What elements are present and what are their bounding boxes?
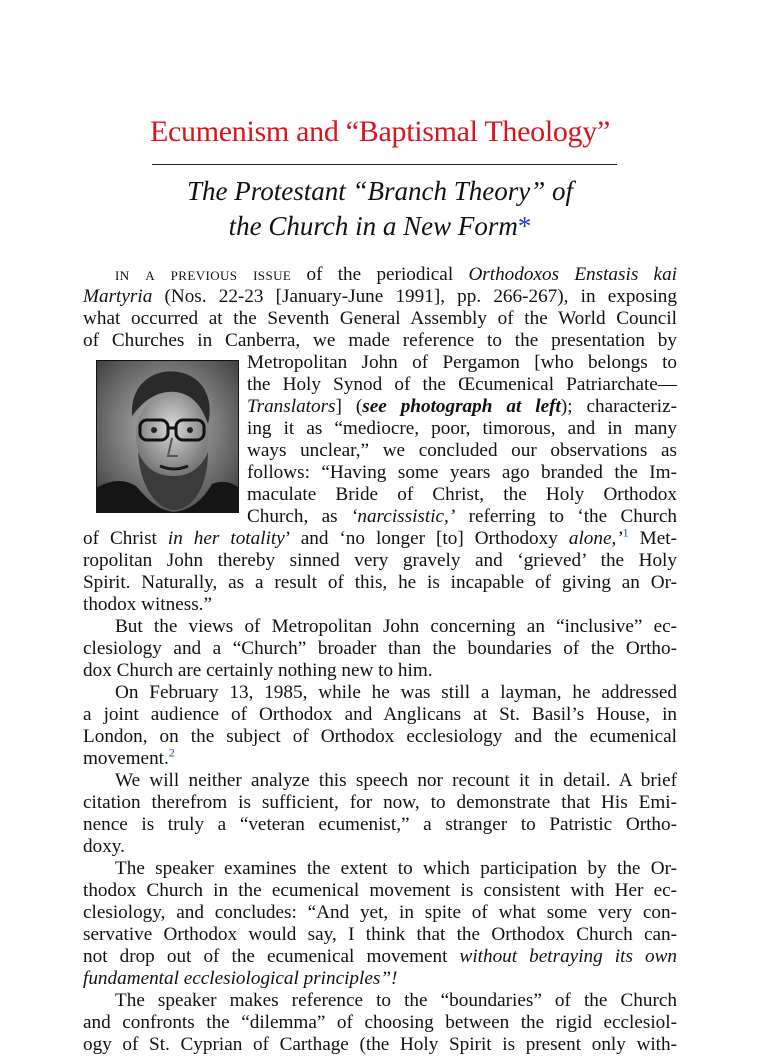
text-line: follows: “Having some years ago branded the Im- [247, 462, 677, 483]
text-line: ropolitan John thereby sinned very gravely and ‘grieved’ the Holy [83, 550, 677, 571]
text-run: Met- [628, 528, 677, 549]
text-run: without betraying its own [459, 946, 677, 967]
subtitle-line-2 [83, 209, 677, 244]
text-run: alone,’ [568, 528, 623, 549]
text-line: The speaker examines the extent to which participation by the Or- [115, 858, 677, 879]
text-line: ways unclear,” we concluded our observations as [247, 440, 677, 461]
text-run: ’ and ‘no longer [to] Orthodoxy [284, 528, 569, 549]
text-run: ); characteriz- [560, 396, 678, 417]
text-line: what occurred at the Seventh General Assembly of the World Council [83, 308, 677, 329]
text-line: Metropolitan John of Pergamon [who belongs to [247, 352, 677, 373]
text-line [83, 968, 677, 990]
text-line: Spirit. Naturally, as a result of this, he is incapable of giving an Or- [83, 572, 677, 593]
article-title: Ecumenism and “Baptismal Theology” [150, 115, 610, 148]
subtitle-line-1: The Protestant “Branch Theory” of [186, 176, 573, 206]
text-line [83, 745, 677, 770]
photo-reference: see photograph at left [362, 396, 561, 417]
subtitle-line-2-text: the Church in a New Form [228, 211, 518, 241]
text-line: doxy. [83, 836, 125, 857]
small-caps-opening: in a previous issue [115, 264, 292, 285]
text-line: clesiology and a “Church” broader than the boundaries of the Ortho- [83, 638, 677, 659]
text-line: thodox witness.” [83, 594, 212, 615]
text-line [83, 286, 677, 308]
text-run: fundamental ecclesiological principles”! [83, 968, 398, 989]
text-line: of Churches in Canberra, we made reference to the presentation by [83, 330, 677, 351]
text-run: of Christ [83, 528, 168, 549]
asterisk-footnote-link[interactable]: * [517, 211, 532, 241]
text-line: nence is truly a “veteran ecumenist,” a stranger to Patristic Ortho- [83, 814, 677, 835]
title-rule [152, 164, 617, 165]
text-line [247, 396, 677, 418]
text-line: ing it as “mediocre, poor, timorous, and in many [247, 418, 677, 439]
text-run: Church, as [247, 506, 351, 527]
text-line: servative Orthodox would say, I think that the Orthodox Church can- [83, 924, 677, 945]
article-subtitle [83, 174, 677, 244]
periodical-title: Orthodoxos Enstasis kai [468, 264, 677, 285]
text-line: a joint audience of Orthodox and Anglicans at St. Basil’s House, in [83, 704, 677, 725]
text-line: ogy of St. Cyprian of Carthage (the Holy Spirit is present only with- [83, 1034, 677, 1055]
text-run: movement. [83, 748, 169, 769]
text-run: Translators [247, 396, 336, 417]
text-run: of the periodical [291, 264, 469, 285]
text-line: dox Church are certainly nothing new to him. [83, 660, 433, 681]
text-line: clesiology, and concludes: “And yet, in spite of what some very con- [83, 902, 677, 923]
text-run: ‘narcissistic,’ [350, 506, 456, 527]
page [83, 0, 678, 1055]
text-line: The speaker makes reference to the “boundaries” of the Church [115, 990, 677, 1011]
footnote-2-link[interactable]: 2 [168, 745, 175, 760]
text-line: maculate Bride of Christ, the Holy Orthodox [247, 484, 677, 505]
text-line: We will neither analyze this speech nor recount it in detail. A brief [115, 770, 677, 791]
text-line: But the views of Metropolitan John concerning an “inclusive” ec- [115, 616, 677, 637]
text-line: and confronts the “dilemma” of choosing between the rigid ecclesiol- [83, 1012, 677, 1033]
text-run: in her totality [167, 528, 285, 549]
text-run: not drop out of the ecumenical movement [83, 946, 460, 967]
text-line: the Holy Synod of the Œcumenical Patriarchate— [247, 374, 677, 395]
periodical-title: Martyria [83, 286, 153, 307]
text-line [83, 525, 677, 550]
text-line [247, 506, 677, 528]
text-run: referring to ‘the Church [455, 506, 677, 527]
text-run: ] ( [335, 396, 363, 417]
text-line: London, on the subject of Orthodox ecclesiology and the ecumenical [83, 726, 677, 747]
text-line: On February 13, 1985, while he was still a layman, he addressed [115, 682, 677, 703]
text-line: thodox Church in the ecumenical movement is consistent with Her ec- [83, 880, 677, 901]
text-run: (Nos. 22-23 [January-June 1991], pp. 266-267), in exposing [152, 286, 677, 307]
text-line [83, 264, 677, 286]
footnote-1-link[interactable]: 1 [622, 525, 629, 540]
text-line [83, 946, 677, 968]
article-body [83, 264, 677, 1056]
text-line: citation therefrom is sufficient, for now, to demonstrate that His Emi- [83, 792, 677, 813]
